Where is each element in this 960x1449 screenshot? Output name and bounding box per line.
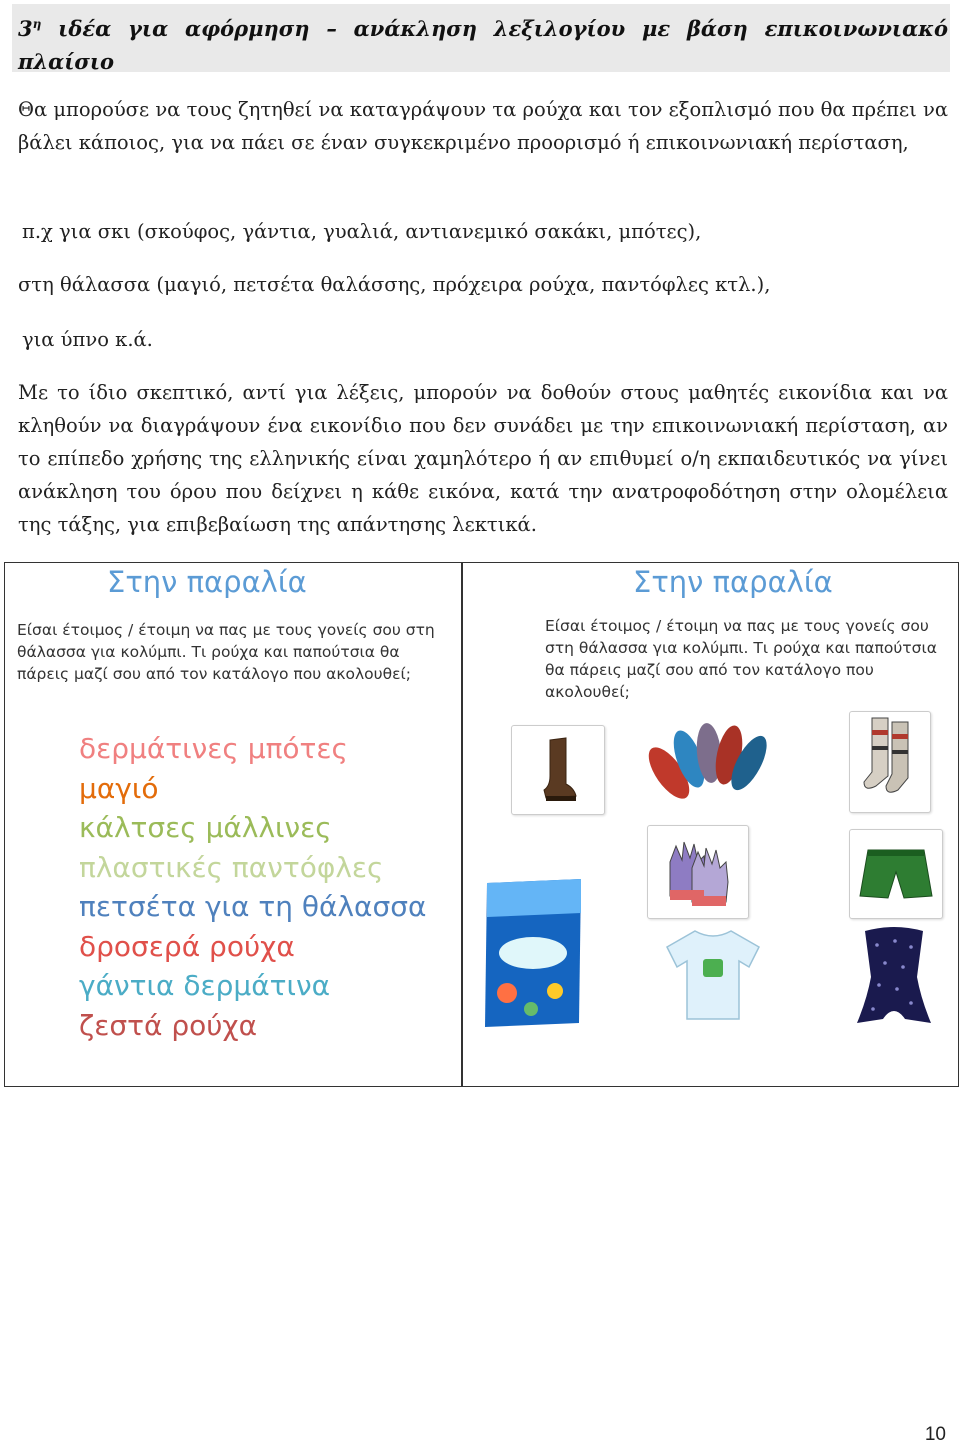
example-sea: στη θάλασσα (μαγιό, πετσέτα θαλάσσης, πρόχειρα ρούχα, παντόφλες κτλ.), [18, 273, 771, 296]
word-item: ζεστά ρούχα [79, 1008, 258, 1042]
picture-worksheet-panel [463, 563, 958, 1086]
word-item: μαγιό [79, 771, 159, 805]
left-panel-title: Στην παραλία [107, 565, 307, 599]
wool-socks-icon [849, 711, 931, 813]
example-ski: π.χ για σκι (σκούφος, γάντια, γυαλιά, αντιανεμικό σακάκι, μπότες), [22, 220, 702, 243]
section-heading [18, 8, 948, 78]
word-item: δερμάτινες μπότες [79, 732, 348, 765]
leather-boot-icon [511, 725, 605, 815]
word-list [79, 729, 426, 1045]
intro-paragraph: Θα μπορούσε να τους ζητηθεί να καταγράψουν τα ρούχα και τον εξοπλισμό που θα πρέπει να βάλει κάποιος, για να πάει σε έναν συγκεκριμένο προορισμό ή επικοινωνιακή περίσταση, [18, 98, 948, 154]
heading-number: 3 [18, 16, 33, 41]
tshirt-icon [661, 923, 765, 1027]
example-sleep: για ύπνο κ.ά. [22, 328, 153, 351]
worksheet-figure [4, 562, 959, 1087]
word-item: γάντια δερμάτινα [79, 969, 331, 1002]
flip-flops-icon [639, 711, 779, 811]
heading-text: ιδέα για αφόρμηση – ανάκληση λεξιλογίου με βάση επικοινωνιακό πλαίσιο [18, 16, 948, 74]
word-item: κάλτσες μάλλινες [79, 811, 332, 844]
right-panel-title: Στην παραλία [633, 565, 833, 599]
right-panel-prompt: Είσαι έτοιμος / έτοιμη να πας με τους γονείς σου στη θάλασσα για κολύμπι. Τι ρούχα και παπούτσια θα πάρεις μαζί σου από τον κατάλογο που ακολουθεί; [545, 617, 937, 701]
word-item: δροσερά ρούχα [79, 929, 295, 963]
gloves-icon [647, 825, 749, 919]
beach-towel-icon [477, 873, 589, 1033]
left-panel-prompt: Είσαι έτοιμος / έτοιμη να πας με τους γονείς σου στη θάλασσα για κολύμπι. Τι ρούχα και παπούτσια θα πάρεις μαζί σου από τον κατάλογο που ακολουθεί; [17, 621, 435, 683]
word-item: πετσέτα για τη θάλασσα [79, 890, 427, 923]
shorts-icon [849, 829, 943, 919]
heading-superscript: η [32, 17, 42, 31]
word-worksheet-panel [5, 563, 463, 1086]
page-number: 10 [924, 1424, 946, 1445]
swimsuit-icon [851, 923, 937, 1031]
main-paragraph: Με το ίδιο σκεπτικό, αντί για λέξεις, μπορούν να δοθούν στους μαθητές εικονίδια και να κληθούν να διαγράψουν ένα εικονίδιο που δεν συνάδει με την επικοινωνιακή περίσταση, αν το επίπεδο χρήσης της ελληνικής είναι χαμηλότερο ή αν επιθυμεί ο/η εκπαιδευτικός να γίνει ανάκληση του όρου που δείχνει η κάθε εικόνα, κατά την ανατροφοδότηση στην ολομέλεια της τάξης, για επιβεβαίωση της απάντησης λεκτικά. [18, 381, 948, 536]
word-item: πλαστικές παντόφλες [79, 850, 384, 884]
